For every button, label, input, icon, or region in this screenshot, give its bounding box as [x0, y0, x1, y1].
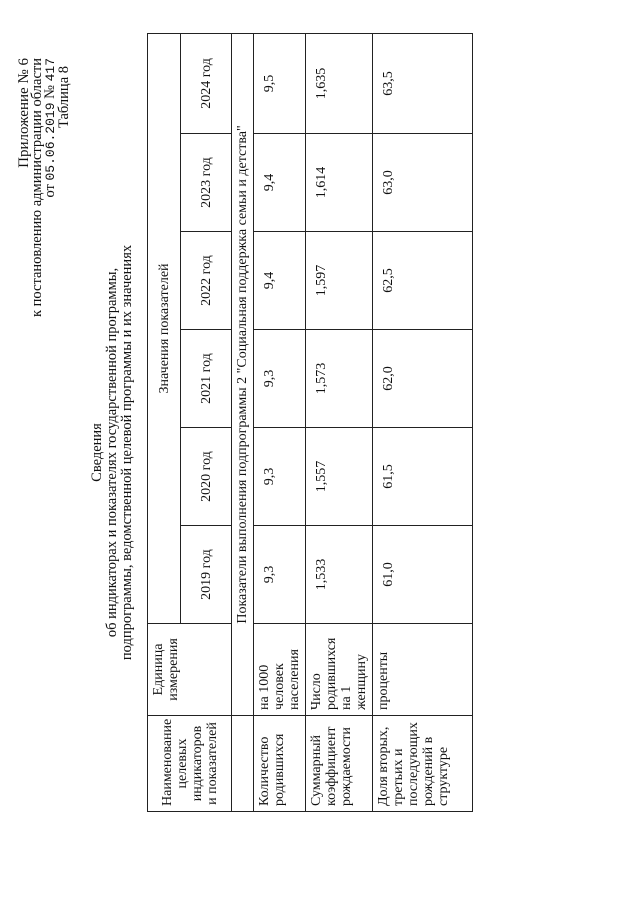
header-year: 2020 год: [181, 428, 232, 526]
header-year: 2022 год: [181, 232, 232, 330]
header-year: 2021 год: [181, 330, 232, 428]
indicator-value: 1,597: [306, 232, 373, 330]
indicator-value: 9,3: [254, 330, 306, 428]
section-row: [232, 33, 254, 811]
indicator-name: Количество родившихся: [254, 716, 306, 812]
indicators-table: [147, 33, 473, 812]
indicator-value: 1,635: [306, 33, 373, 133]
indicator-value: 9,4: [254, 232, 306, 330]
indicator-value: 9,4: [254, 134, 306, 232]
indicator-value: 9,3: [254, 428, 306, 526]
appendix-number: 417: [43, 58, 58, 82]
section-title: Показатели выполнения подпрограммы 2 "Социальная поддержка семьи и детства": [232, 33, 254, 715]
section-spacer-cell: [232, 716, 254, 812]
appendix-from-label: от: [42, 184, 58, 198]
header-year: 2024 год: [181, 33, 232, 133]
indicator-value: 1,557: [306, 428, 373, 526]
table-row: [373, 33, 473, 811]
indicator-value: 62,5: [373, 232, 473, 330]
header-name: Наименование целевых индикаторов и показателей: [148, 716, 232, 812]
indicator-name: Доля вторых, третьих и последующих рождений в структуре: [373, 716, 473, 812]
indicator-name: Суммарный коэффициент рождаемости: [306, 716, 373, 812]
table-number: Таблица 8: [56, 66, 72, 129]
appendix-number-label: №: [42, 85, 58, 99]
indicator-value: 1,614: [306, 134, 373, 232]
indicator-value: 1,533: [306, 526, 373, 624]
table-row: [306, 33, 373, 811]
indicator-unit: на 1000 человек населения: [254, 624, 306, 716]
indicator-value: 61,5: [373, 428, 473, 526]
document-heading: [90, 0, 135, 905]
heading-line-1: Сведения: [89, 423, 105, 482]
table-row: [254, 33, 306, 811]
header-year: 2023 год: [181, 134, 232, 232]
heading-line-3: подпрограммы, ведомственной целевой программы и их значениях: [119, 244, 135, 661]
indicator-value: 62,0: [373, 330, 473, 428]
header-row-1: [148, 33, 181, 811]
indicator-value: 9,5: [254, 33, 306, 133]
indicator-unit: Число родившихся на 1 женщину: [306, 624, 373, 716]
indicator-value: 1,573: [306, 330, 373, 428]
heading-line-2: об индикаторах и показателях государственной программы,: [104, 267, 120, 638]
indicator-value: 63,5: [373, 33, 473, 133]
indicator-value: 9,3: [254, 526, 306, 624]
appendix-title: Приложение № 6: [16, 58, 32, 168]
header-unit: Единица измерения: [148, 624, 232, 716]
appendix-date: 05.06.2019: [43, 102, 58, 181]
appendix-resolution: к постановлению администрации области: [29, 58, 45, 318]
indicator-value: 61,0: [373, 526, 473, 624]
indicator-unit: проценты: [373, 624, 473, 716]
appendix-block: [18, 58, 57, 317]
header-values-group: Значения показателей: [148, 33, 181, 623]
indicator-value: 63,0: [373, 134, 473, 232]
header-year: 2019 год: [181, 526, 232, 624]
